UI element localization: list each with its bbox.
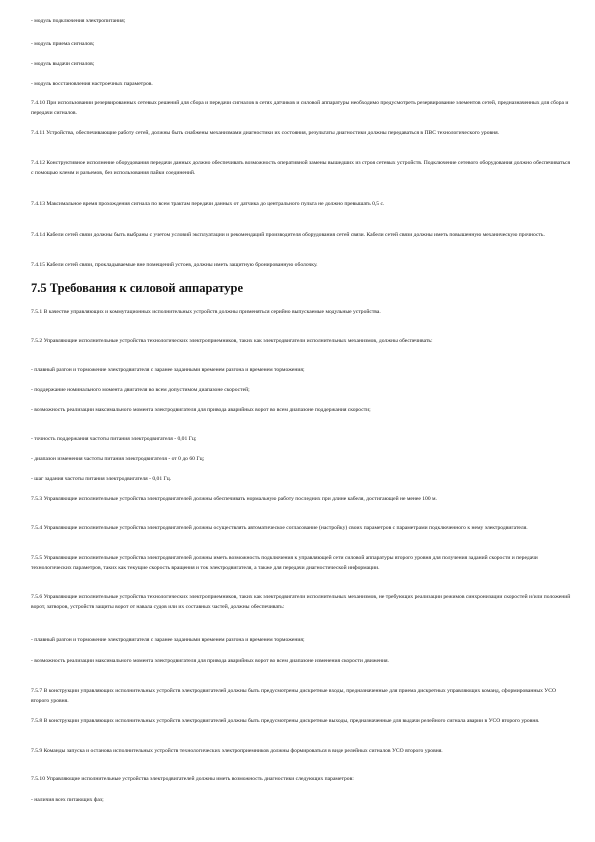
list-item: - наличия всех питающих фаз; xyxy=(31,797,104,803)
list-item: - точность поддержания частоты питания электродвигателя - 0,01 Гц; xyxy=(31,436,197,442)
list-item: - поддержание номинального момента двигателя во всем допустимом диапазоне скоростей; xyxy=(31,387,250,393)
list-item: - модуль выдачи сигналов; xyxy=(31,61,95,67)
paragraph-7-4-11: 7.4.11 Устройства, обеспечивающие работу сетей, должны быть снабжены механизмами диагностики их состояния, результаты диагностики должны передаваться в ПВС технологического уровня. xyxy=(31,130,500,136)
paragraph-7-5-5: 7.5.5 Управляющие исполнительные устройства электродвигателей должны иметь возможность подключения к управляющей сети силовой аппаратуры второго уровня для получения заданий скорости и передачи технологических параметров, таких как текущие скорость вращения и ток электродвигателя, а также для передачи диагностической информации. xyxy=(31,555,538,571)
list-item: - модуль приема сигналов; xyxy=(31,41,95,47)
paragraph-7-5-7: 7.5.7 В конструкции управляющих исполнительных устройств электродвигателей должны быть предусмотрены дискретные входы, предназначенные для приема дискретных управляющих команд, сформированных УСО второго уровня. xyxy=(31,688,557,704)
paragraph-7-5-2: 7.5.2 Управляющие исполнительные устройства технологических электроприемников, таких как электродвигатели исполнительных механизмов, должны обеспечивать: xyxy=(31,338,433,344)
paragraph-7-4-13: 7.4.13 Максимальное время прохождения сигнала по всем трактам передачи данных от датчика до центрального пульта не должно превышать 0,5 с. xyxy=(31,201,385,207)
paragraph-7-4-10: 7.4.10 При использовании резервированных сетевых решений для сбора и передачи сигналов в сетях датчиков и силовой аппаратуры необходимо предусмотреть резервирование элементов сетей, предназначенных для сбора и передачи сигналов. xyxy=(31,100,569,116)
list-item: - диапазон изменения частоты питания электродвигателя - от 0 до 60 Гц; xyxy=(31,456,205,462)
paragraph-7-4-12: 7.4.12 Конструктивное исполнение оборудования передачи данных должно обеспечивать возможность оперативной замены вышедших из строя сетевых устройств. Подключение сетевого оборудования должно обеспечиваться с помощью клемм и разъемов, без использования пайки соединений. xyxy=(31,160,571,176)
section-heading: 7.5 Требования к силовой аппаратуре xyxy=(31,281,244,295)
list-item: - шаг задания частоты питания электродвигателя - 0,01 Гц. xyxy=(31,476,172,482)
paragraph-7-5-9: 7.5.9 Команды запуска и останова исполнительных устройств технологических электроприемников должны формироваться в виде релейных сигналов УСО второго уровня. xyxy=(31,748,443,754)
paragraph-7-5-8: 7.5.8 В конструкции управляющих исполнительных устройств электродвигателей должны быть предусмотрены дискретные выходы, предназначенные для выдачи релейного сигнала аварии в УСО второго уровня. xyxy=(31,718,540,724)
paragraph-7-5-4: 7.5.4 Управляющие исполнительные устройства электродвигателей должны осуществлять автоматическое согласование (настройку) своих параметров с параметрами подключенного к нему электродвигателя. xyxy=(31,525,528,531)
paragraph-7-4-15: 7.4.15 Кабели сетей связи, прокладываемые вне помещений устоев, должны иметь защитную бронированную оболочку. xyxy=(31,262,318,268)
list-item: - плавный разгон и торможение электродвигателя с заранее заданными временем разгона и временем торможения; xyxy=(31,367,305,373)
paragraph-7-5-6: 7.5.6 Управляющие исполнительные устройства технологических электроприемников, таких как электродвигатели исполнительных механизмов, не требующих реализации режимов синхронизации скоростей и/или положений ворот, затворов, устройств защиты ворот от навала судов или их составных частей, должны обеспечивать: xyxy=(31,594,571,610)
list-item: - возможность реализации максимального момента электродвигателя для привода аварийных ворот во всем диапазоне поддержания скорости; xyxy=(31,407,371,413)
list-item: - плавный разгон и торможение электродвигателя с заранее заданными временем разгона и временем торможения; xyxy=(31,637,305,643)
paragraph-7-5-3: 7.5.3 Управляющие исполнительные устройства электродвигателей должны обеспечивать нормальную работу последних при длине кабеля, достигающей не менее 100 м. xyxy=(31,496,437,502)
list-item: - возможность реализации максимального момента электродвигателя для привода аварийных ворот во всем диапазоне изменения скорости движения. xyxy=(31,658,389,664)
list-item: - модуль восстановления настроечных параметров. xyxy=(31,81,153,87)
paragraph-7-5-1: 7.5.1 В качестве управляющих и коммутационных исполнительных устройств должны применяться серийно выпускаемые модульные устройства. xyxy=(31,309,381,315)
paragraph-7-5-10: 7.5.10 Управляющие исполнительные устройства электродвигателей должны иметь возможность диагностики следующих параметров: xyxy=(31,776,354,782)
list-item: - модуль подключения электропитания; xyxy=(31,18,126,24)
paragraph-7-4-14: 7.4.14 Кабели сетей связи должны быть выбраны с учетом условий эксплуатации и рекомендаций производителя оборудования сетей связи. Кабели сетей связи должны иметь повышенную механическую прочность. xyxy=(31,232,545,238)
